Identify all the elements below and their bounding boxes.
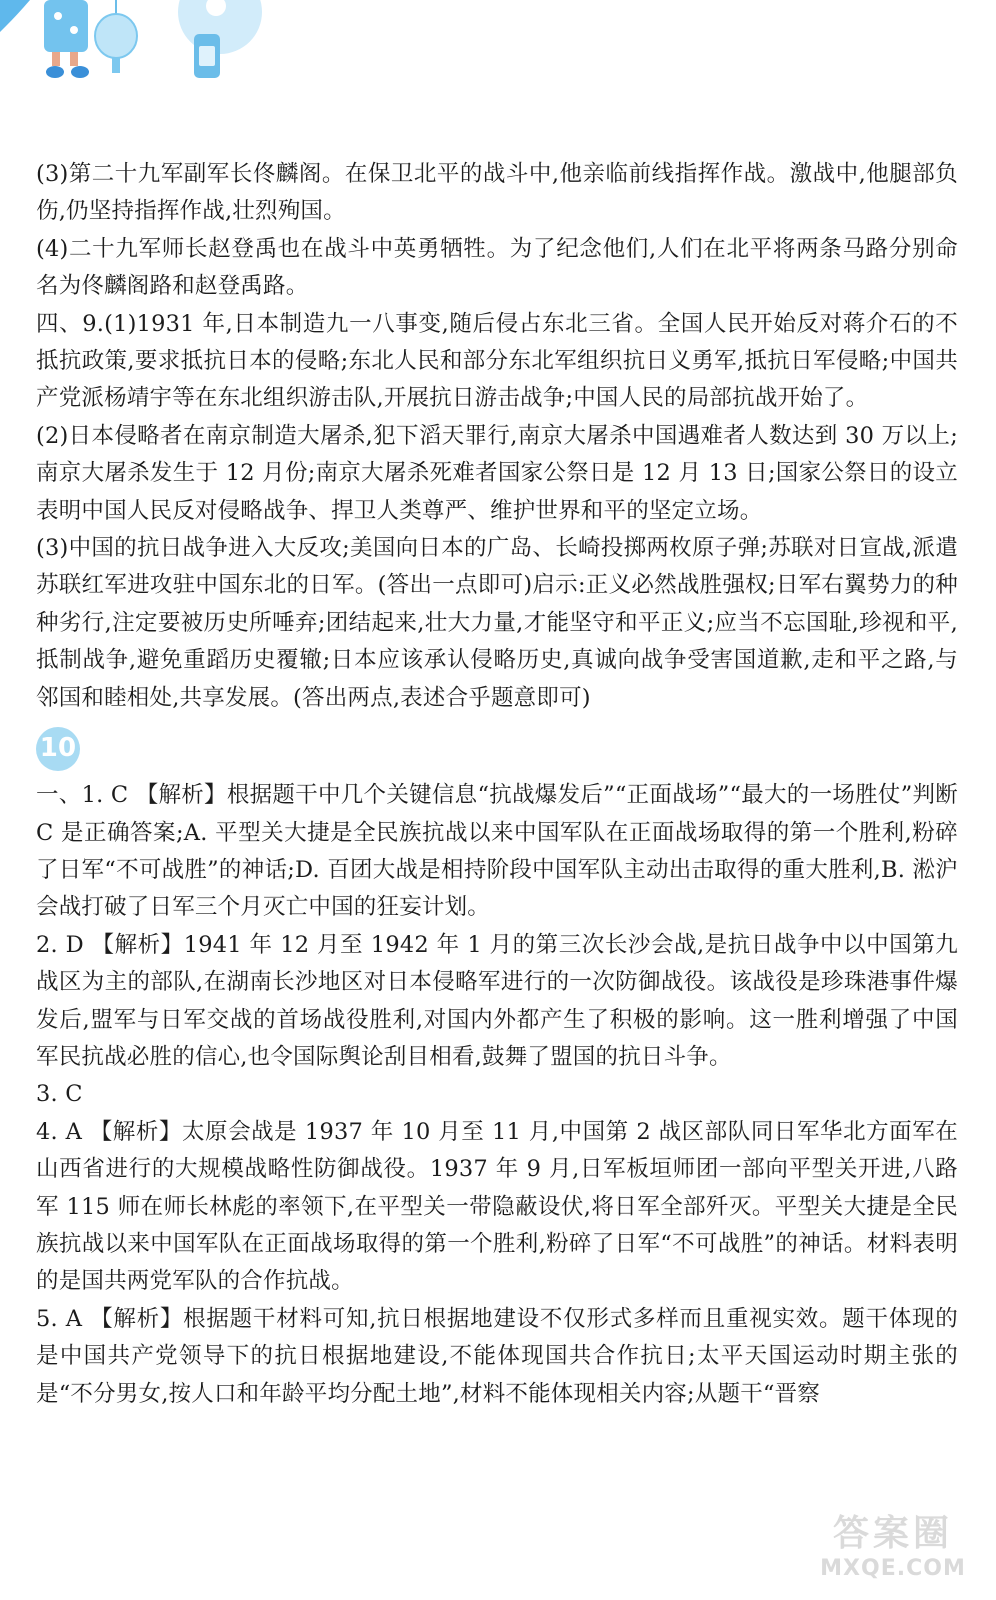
answer-paragraph: 4. A 【解析】太原会战是 1937 年 10 月至 11 月,中国第 2 战区部队同日军华北方面军在山西省进行的大规模战略性防御战役。1937 年 9 月,日军板垣师团一部向平型关开进,八路军 115 师在师长林彪的率领下,在平型关一带隐蔽设伏,将日军全部歼灭。平型关大捷是全民族抗战以来中国军队在正面战场取得的第一个胜利,粉碎了日军“不可战胜”的神话。材料表明的是国共两党军队的合作抗战。 (36, 1118, 958, 1295)
answer-paragraph: 一、1. C 【解析】根据题干中几个关键信息“抗战爆发后”“正面战场”“最大的一场胜仗”判断 C 是正确答案;A. 平型关大捷是全民族抗战以来中国军队在正面战场取得的第一个胜利,粉碎了日军“不可战胜”的神话;D. 百团大战是相持阶段中国军队主动出击取得的重大胜利,B. 淞沪会战打破了日军三个月灭亡中国的狂妄计划。 (36, 782, 958, 921)
corner-swirl (0, 0, 30, 32)
girl-dress (44, 0, 88, 52)
answer-paragraph: (3)第二十九军副军长佟麟阁。在保卫北平的战斗中,他亲临前线指挥作战。激战中,他腿部负伤,仍坚持指挥作战,壮烈殉国。 (36, 161, 958, 225)
lantern-icon (95, 14, 137, 58)
lantern-tassel (112, 57, 120, 73)
watermark-logo-text: 答案圈 (832, 1513, 953, 1554)
flower-icon (70, 26, 78, 34)
girl-shoe (71, 66, 89, 78)
section-number-badge: 10 (36, 727, 80, 771)
answer-paragraph: (2)日本侵略者在南京制造大屠杀,犯下滔天罪行,南京大屠杀中国遇难者人数达到 30 万以上;南京大屠杀发生于 12 月份;南京大屠杀死难者国家公祭日是 12 月 13 日;国家公祭日的设立表明中国人民反对侵略战争、捍卫人类尊严、维护世界和平的坚定立场。 (36, 422, 958, 524)
girl-leg (52, 52, 60, 66)
answer-paragraph: (3)中国的抗日战争进入大反攻;美国向日本的广岛、长崎投掷两枚原子弹;苏联对日宣战,派遣苏联红军进攻驻中国东北的日军。(答出一点即可)启示:正义必然战胜强权;日军右翼势力的种种劣行,注定要被历史所唾弃;团结起来,壮大力量,才能坚守和平正义;应当不忘国耻,珍视和平,抵制战争,避免重蹈历史覆辙;日本应该承认侵略历史,真诚向战争受害国道歉,走和平之路,与邻国和睦相处,共享发展。(答出两点,表述合乎题意即可) (36, 535, 958, 711)
girl-leg (70, 52, 78, 66)
lantern-label (199, 46, 215, 66)
decorative-illustration (0, 0, 300, 100)
flower-icon (54, 12, 62, 20)
section-header (36, 717, 958, 777)
answer-paragraph: (4)二十九军师长赵登禹也在战斗中英勇牺牲。为了纪念他们,人们在北平将两条马路分别命名为佟麟阁路和赵登禹路。 (36, 235, 958, 300)
answer-paragraph: 5. A 【解析】根据题干材料可知,抗日根据地建设不仅形式多样而且重视实效。题干体现的是中国共产党领导下的抗日根据地建设,不能体现国共合作抗日;太平天国运动时期主张的是“不分男女,按人口和年龄平均分配土地”,材料不能体现相关内容;从题干“晋察 (36, 1305, 958, 1407)
answer-paragraph: 2. D 【解析】1941 年 12 月至 1942 年 1 月的第三次长沙会战,是抗日战争中以中国第九战区为主的部队,在湖南长沙地区对日本侵略军进行的一次防御战役。该战役是珍珠港事件爆发后,盟军与日军交战的首场战役胜利,对国内外都产生了积极的影响。这一胜利增强了中国军民抗战必胜的信心,也令国际舆论刮目相看,鼓舞了盟国的抗日斗争。 (36, 931, 958, 1070)
answer-paragraph: 四、9.(1)1931 年,日本制造九一八事变,随后侵占东北三省。全国人民开始反对蒋介石的不抵抗政策,要求抵抗日本的侵略;东北人民和部分东北军组织抗日义勇军,抵抗日军侵略;中国共产党派杨靖宇等在东北组织游击队,开展抗日游击战争;中国人民的局部抗战开始了。 (36, 310, 958, 412)
watermark-url: MXQE.COM (820, 1556, 966, 1581)
site-watermark (808, 1512, 978, 1592)
answer-paragraph: 3. C (36, 1081, 83, 1108)
answer-content (36, 156, 958, 1413)
girl-shoe (46, 66, 64, 78)
